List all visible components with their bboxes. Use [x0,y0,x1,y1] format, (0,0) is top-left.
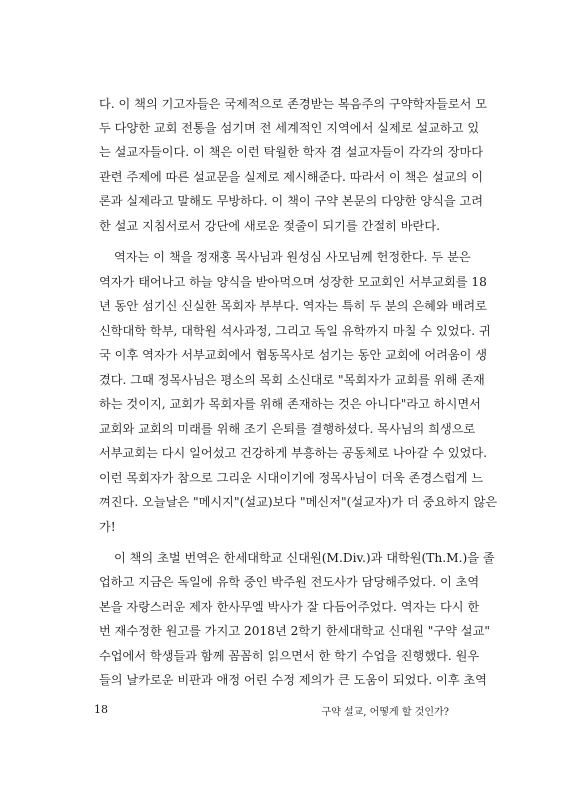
text-line: 가! [99,520,116,534]
text-line: 업하고 지금은 독일에 유학 중인 박주원 전도사가 담당해주었다. 이 초역 [99,575,480,589]
text-line: 두 다양한 교회 전통을 섬기며 전 세계적인 지역에서 실제로 설교하고 있 [99,121,480,135]
text-line: 수업에서 학생들과 함께 꼼꼼히 읽으면서 한 학기 수업을 진행했다. 원우 [99,649,480,663]
text-line: 는 설교자들이다. 이 책은 이런 탁월한 학자 겸 설교자들이 각각의 장마다 [99,145,484,159]
text-line: 껴진다. 오늘날은 "메시지"(설교)보다 "메신저"(설교자)가 더 중요하지 않은 [99,495,498,509]
running-title: 구약 설교, 어떻게 할 것인가? [321,707,449,718]
text-line: 이런 목회자가 참으로 그리운 시대이기에 정목사님이 더욱 존경스럽게 느 [99,471,484,485]
text-line: 관련 주제에 따른 설교문을 실제로 제시해준다. 따라서 이 책은 설교의 이 [99,170,484,184]
text-line: 다. 이 책의 기고자들은 국제적으로 존경받는 복음주의 구약학자들로서 모 [99,97,488,111]
text-line: 론과 실제라고 말해도 무방하다. 이 책이 구약 본문의 다양한 양식을 고려 [99,194,484,208]
text-line: 이 책의 초벌 번역은 한세대학교 신대원(M.Div.)과 대학원(Th.M.)을 졸 [114,551,495,565]
text-line: 겼다. 그때 정목사님은 평소의 목회 소신대로 "목회자가 교회를 위해 존재 [99,373,485,387]
page-number: 18 [94,703,108,716]
text-line: 번 재수정한 원고를 가지고 2018년 2학기 한세대학교 신대원 "구약 설교" [99,624,490,638]
text-line: 한 설교 지침서로서 강단에 새로운 젖줄이 되기를 간절히 바란다. [99,219,440,233]
text-line: 년 동안 섬기신 신실한 목회자 부부다. 역자는 특히 두 분의 은혜와 배려로 [99,299,487,313]
text-line: 역자가 태어나고 하늘 양식을 받아먹으며 성장한 모교회인 서부교회를 18 [99,275,487,289]
text-line: 신학대학 학부, 대학원 석사과정, 그리고 독일 유학까지 마칠 수 있었다. 귀 [99,324,491,338]
text-line: 들의 날카로운 비판과 애정 어린 수정 제의가 큰 도움이 되었다. 이후 초역 [99,673,487,687]
text-line: 본을 자랑스러운 제자 한사무엘 박사가 잘 다듬어주었다. 역자는 다시 한 [99,600,480,614]
text-line: 교회와 교회의 미래를 위해 조기 은퇴를 결행하셨다. 목사님의 희생으로 [99,422,476,436]
text-line: 하는 것이지, 교회가 목회자를 위해 존재하는 것은 아니다"라고 하시면서 [99,397,481,411]
text-line: 역자는 이 책을 정재홍 목사님과 원성심 사모님께 헌정한다. 두 분은 [114,250,471,264]
text-line: 국 이후 역자가 서부교회에서 협동목사로 섬기는 동안 교회에 어려움이 생 [99,348,488,362]
text-line: 서부교회는 다시 일어섰고 건강하게 부흥하는 공동체로 나아갈 수 있었다. [99,446,488,460]
